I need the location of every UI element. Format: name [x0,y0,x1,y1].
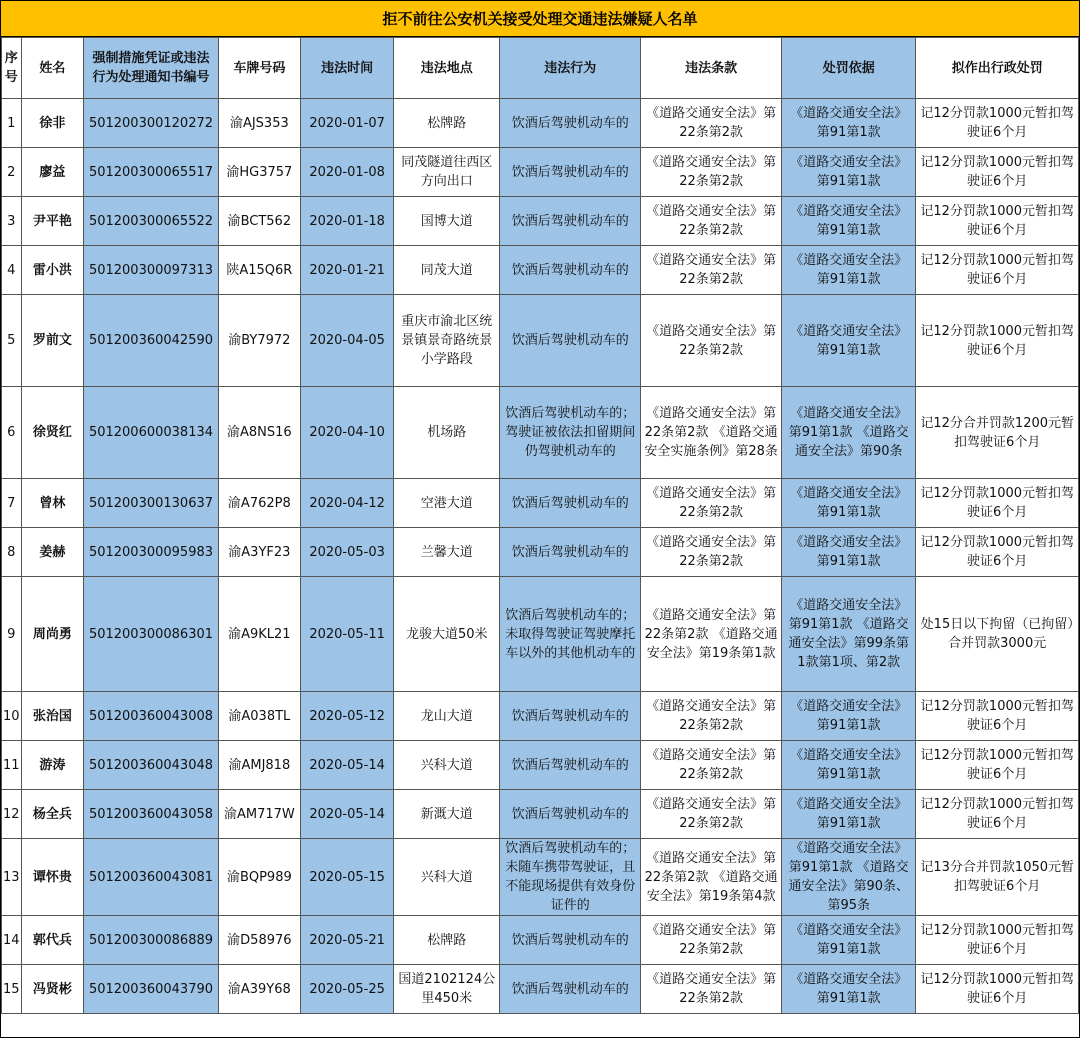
cell-date: 2020-04-05 [301,295,394,387]
header-cell-basis: 处罚依据 [782,38,916,99]
cell-basis: 《道路交通安全法》第91第1款 [782,479,916,528]
sheet-title: 拒不前往公安机关接受处理交通违法嫌疑人名单 [1,1,1079,37]
cell-plate: 渝BCT562 [218,197,300,246]
cell-penalty: 记12分罚款1000元暂扣驾驶证6个月 [916,790,1079,839]
cell-plate: 渝BY7972 [218,295,300,387]
table-row [2,839,1079,916]
cell-act: 饮酒后驾驶机动车的 [500,295,641,387]
cell-doc: 501200300120272 [84,99,218,148]
cell-name: 张治国 [21,692,84,741]
cell-doc: 501200300130637 [84,479,218,528]
cell-plate: 渝AM717W [218,790,300,839]
cell-date: 2020-05-03 [301,528,394,577]
cell-act: 饮酒后驾驶机动车的 [500,99,641,148]
cell-name: 谭怀贵 [21,839,84,916]
cell-basis: 《道路交通安全法》第91第1款 [782,965,916,1014]
cell-act: 饮酒后驾驶机动车的 [500,965,641,1014]
cell-name: 罗前文 [21,295,84,387]
cell-name: 廖益 [21,148,84,197]
table-body [2,99,1079,1014]
cell-plate: 渝A39Y68 [218,965,300,1014]
table-row [2,246,1079,295]
cell-place: 龙骏大道50米 [394,577,500,692]
cell-name: 徐非 [21,99,84,148]
cell-penalty: 记12分罚款1000元暂扣驾驶证6个月 [916,965,1079,1014]
cell-act: 饮酒后驾驶机动车的 [500,741,641,790]
cell-place: 兴科大道 [394,839,500,916]
cell-penalty: 记12分罚款1000元暂扣驾驶证6个月 [916,528,1079,577]
cell-penalty: 记12分罚款1000元暂扣驾驶证6个月 [916,741,1079,790]
table-row [2,528,1079,577]
cell-clause: 《道路交通安全法》第22条第2款 [641,916,782,965]
header-cell-penalty: 拟作出行政处罚 [916,38,1079,99]
cell-place: 国博大道 [394,197,500,246]
cell-name: 杨全兵 [21,790,84,839]
cell-no: 10 [2,692,22,741]
cell-penalty: 记12分罚款1000元暂扣驾驶证6个月 [916,246,1079,295]
cell-place: 兰馨大道 [394,528,500,577]
cell-penalty: 记12分罚款1000元暂扣驾驶证6个月 [916,148,1079,197]
cell-basis: 《道路交通安全法》第91第1款 [782,246,916,295]
table-row [2,577,1079,692]
cell-date: 2020-01-21 [301,246,394,295]
cell-no: 14 [2,916,22,965]
cell-basis: 《道路交通安全法》第91第1款 《道路交通安全法》第90条 [782,387,916,479]
cell-no: 2 [2,148,22,197]
cell-no: 11 [2,741,22,790]
table-row [2,295,1079,387]
header-cell-name: 姓名 [21,38,84,99]
cell-basis: 《道路交通安全法》第91第1款 《道路交通安全法》第99条第1款第1项、第2款 [782,577,916,692]
cell-date: 2020-05-25 [301,965,394,1014]
header-cell-place: 违法地点 [394,38,500,99]
cell-basis: 《道路交通安全法》第91第1款 [782,99,916,148]
cell-clause: 《道路交通安全法》第22条第2款 《道路交通安全法》第19条第4款 [641,839,782,916]
cell-penalty: 记12分罚款1000元暂扣驾驶证6个月 [916,479,1079,528]
cell-penalty: 记12分罚款1000元暂扣驾驶证6个月 [916,99,1079,148]
cell-no: 4 [2,246,22,295]
cell-act: 饮酒后驾驶机动车的；未随车携带驾驶证，且不能现场提供有效身份证件的 [500,839,641,916]
cell-doc: 501200360043058 [84,790,218,839]
cell-plate: 陕A15Q6R [218,246,300,295]
cell-clause: 《道路交通安全法》第22条第2款 [641,692,782,741]
cell-act: 饮酒后驾驶机动车的 [500,528,641,577]
cell-plate: 渝HG3757 [218,148,300,197]
cell-act: 饮酒后驾驶机动车的 [500,246,641,295]
cell-no: 9 [2,577,22,692]
cell-act: 饮酒后驾驶机动车的 [500,479,641,528]
cell-plate: 渝D58976 [218,916,300,965]
table-row [2,148,1079,197]
cell-plate: 渝A3YF23 [218,528,300,577]
cell-name: 姜赫 [21,528,84,577]
cell-doc: 501200360043081 [84,839,218,916]
cell-place: 新溉大道 [394,790,500,839]
violator-table [1,37,1079,1014]
cell-doc: 501200300065522 [84,197,218,246]
cell-penalty: 记12分罚款1000元暂扣驾驶证6个月 [916,197,1079,246]
cell-date: 2020-04-10 [301,387,394,479]
cell-no: 1 [2,99,22,148]
cell-clause: 《道路交通安全法》第22条第2款 [641,246,782,295]
cell-clause: 《道路交通安全法》第22条第2款 《道路交通安全法》第19条第1款 [641,577,782,692]
cell-basis: 《道路交通安全法》第91第1款 [782,528,916,577]
cell-place: 松牌路 [394,916,500,965]
cell-place: 龙山大道 [394,692,500,741]
cell-penalty: 记12分合并罚款1200元暂扣驾驶证6个月 [916,387,1079,479]
cell-basis: 《道路交通安全法》第91第1款 [782,741,916,790]
cell-basis: 《道路交通安全法》第91第1款 [782,148,916,197]
cell-penalty: 处15日以下拘留（已拘留）合并罚款3000元 [916,577,1079,692]
cell-basis: 《道路交通安全法》第91第1款 [782,692,916,741]
header-cell-clause: 违法条款 [641,38,782,99]
cell-name: 尹平艳 [21,197,84,246]
cell-name: 郭代兵 [21,916,84,965]
cell-date: 2020-05-15 [301,839,394,916]
table-row [2,479,1079,528]
cell-date: 2020-05-14 [301,790,394,839]
table-row [2,790,1079,839]
cell-plate: 渝A038TL [218,692,300,741]
cell-clause: 《道路交通安全法》第22条第2款 [641,99,782,148]
cell-clause: 《道路交通安全法》第22条第2款 《道路交通安全实施条例》第28条 [641,387,782,479]
cell-act: 饮酒后驾驶机动车的 [500,197,641,246]
cell-doc: 501200300086889 [84,916,218,965]
cell-act: 饮酒后驾驶机动车的 [500,790,641,839]
cell-plate: 渝BQP989 [218,839,300,916]
cell-name: 冯贤彬 [21,965,84,1014]
cell-name: 徐贤红 [21,387,84,479]
cell-date: 2020-05-12 [301,692,394,741]
cell-clause: 《道路交通安全法》第22条第2款 [641,479,782,528]
table-row [2,692,1079,741]
cell-place: 同茂大道 [394,246,500,295]
cell-place: 松牌路 [394,99,500,148]
cell-penalty: 记12分罚款1000元暂扣驾驶证6个月 [916,295,1079,387]
cell-name: 周尚勇 [21,577,84,692]
cell-date: 2020-05-11 [301,577,394,692]
cell-place: 国道2102124公里450米 [394,965,500,1014]
cell-basis: 《道路交通安全法》第91第1款 《道路交通安全法》第90条、第95条 [782,839,916,916]
cell-place: 机场路 [394,387,500,479]
cell-doc: 501200360043008 [84,692,218,741]
cell-date: 2020-04-12 [301,479,394,528]
cell-plate: 渝AMJ818 [218,741,300,790]
header-cell-no: 序号 [2,38,22,99]
cell-penalty: 记12分罚款1000元暂扣驾驶证6个月 [916,916,1079,965]
cell-clause: 《道路交通安全法》第22条第2款 [641,965,782,1014]
cell-clause: 《道路交通安全法》第22条第2款 [641,741,782,790]
cell-no: 3 [2,197,22,246]
cell-act: 饮酒后驾驶机动车的 [500,148,641,197]
cell-act: 饮酒后驾驶机动车的 [500,692,641,741]
cell-plate: 渝A8NS16 [218,387,300,479]
cell-no: 7 [2,479,22,528]
cell-doc: 501200360043048 [84,741,218,790]
cell-date: 2020-01-08 [301,148,394,197]
cell-no: 8 [2,528,22,577]
cell-date: 2020-05-14 [301,741,394,790]
cell-clause: 《道路交通安全法》第22条第2款 [641,295,782,387]
cell-basis: 《道路交通安全法》第91第1款 [782,197,916,246]
cell-plate: 渝A9KL21 [218,577,300,692]
cell-doc: 501200300065517 [84,148,218,197]
cell-act: 饮酒后驾驶机动车的 [500,916,641,965]
cell-doc: 501200300097313 [84,246,218,295]
cell-doc: 501200360043790 [84,965,218,1014]
cell-date: 2020-01-18 [301,197,394,246]
cell-place: 重庆市渝北区统景镇景奇路统景小学路段 [394,295,500,387]
cell-basis: 《道路交通安全法》第91第1款 [782,295,916,387]
table-row [2,99,1079,148]
cell-doc: 501200300086301 [84,577,218,692]
cell-name: 曾林 [21,479,84,528]
cell-clause: 《道路交通安全法》第22条第2款 [641,528,782,577]
cell-no: 15 [2,965,22,1014]
table-row [2,387,1079,479]
table-row [2,197,1079,246]
table-row [2,916,1079,965]
cell-clause: 《道路交通安全法》第22条第2款 [641,790,782,839]
cell-no: 12 [2,790,22,839]
cell-basis: 《道路交通安全法》第91第1款 [782,916,916,965]
cell-plate: 渝A762P8 [218,479,300,528]
cell-no: 6 [2,387,22,479]
cell-doc: 501200360042590 [84,295,218,387]
cell-clause: 《道路交通安全法》第22条第2款 [641,197,782,246]
cell-date: 2020-01-07 [301,99,394,148]
cell-act: 饮酒后驾驶机动车的；驾驶证被依法扣留期间仍驾驶机动车的 [500,387,641,479]
cell-name: 雷小洪 [21,246,84,295]
cell-place: 同茂隧道往西区方向出口 [394,148,500,197]
header-row [2,38,1079,99]
header-cell-act: 违法行为 [500,38,641,99]
table-row [2,965,1079,1014]
cell-penalty: 记13分合并罚款1050元暂扣驾驶证6个月 [916,839,1079,916]
cell-penalty: 记12分罚款1000元暂扣驾驶证6个月 [916,692,1079,741]
cell-act: 饮酒后驾驶机动车的；未取得驾驶证驾驶摩托车以外的其他机动车的 [500,577,641,692]
header-cell-doc: 强制措施凭证或违法行为处理通知书编号 [84,38,218,99]
cell-doc: 501200600038134 [84,387,218,479]
cell-doc: 501200300095983 [84,528,218,577]
cell-basis: 《道路交通安全法》第91第1款 [782,790,916,839]
cell-place: 空港大道 [394,479,500,528]
header-cell-date: 违法时间 [301,38,394,99]
cell-no: 13 [2,839,22,916]
cell-no: 5 [2,295,22,387]
cell-date: 2020-05-21 [301,916,394,965]
table-row [2,741,1079,790]
header-cell-plate: 车牌号码 [218,38,300,99]
cell-plate: 渝AJS353 [218,99,300,148]
cell-name: 游涛 [21,741,84,790]
cell-place: 兴科大道 [394,741,500,790]
cell-clause: 《道路交通安全法》第22条第2款 [641,148,782,197]
